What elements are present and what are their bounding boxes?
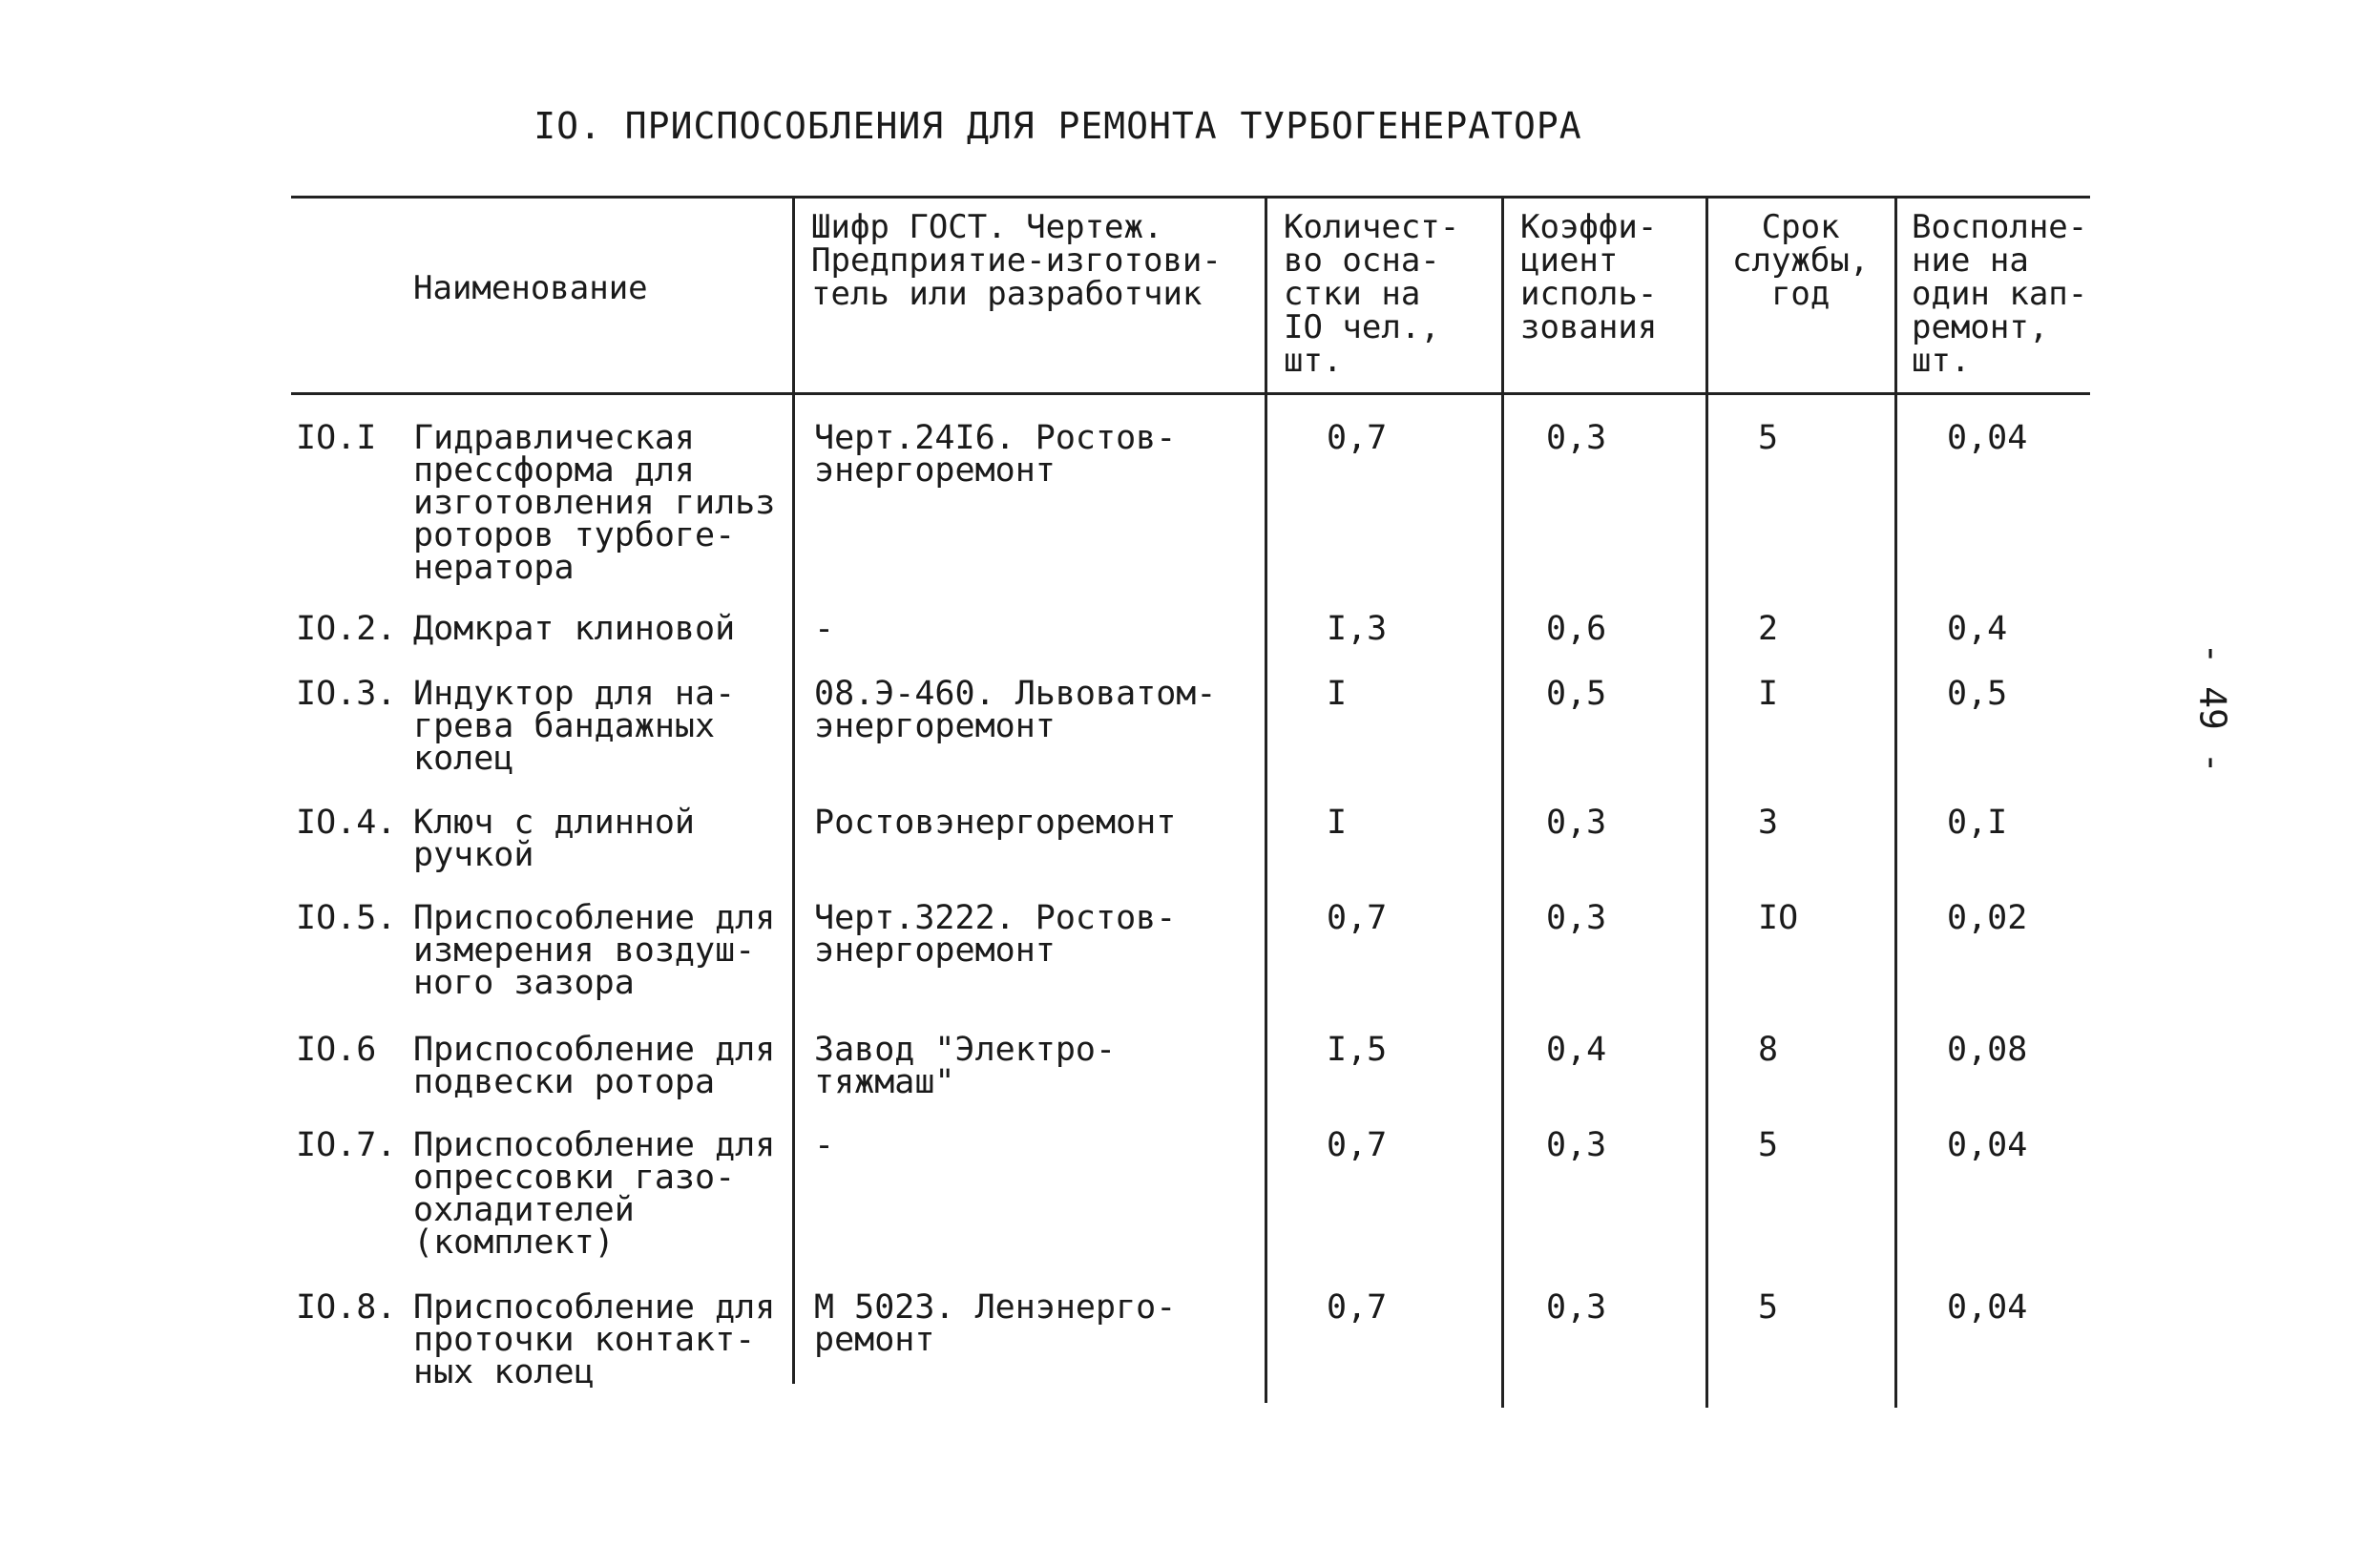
cell-name: Приспособление для опрессовки газо- охладителей (комплект) xyxy=(413,1126,776,1262)
cell-coef: 0,5 xyxy=(1546,675,1607,713)
cell-life: 5 xyxy=(1758,419,1779,457)
cell-num: IO.8. xyxy=(296,1288,397,1327)
cell-repl: 0,08 xyxy=(1947,1031,2028,1069)
column-divider xyxy=(1501,196,1504,1408)
cell-code: М 5023. Ленэнерго- ремонт xyxy=(814,1288,1177,1359)
cell-num: IO.2. xyxy=(296,610,397,648)
table-header-rule xyxy=(291,392,2090,395)
header-code: Шифр ГОСТ. Чертеж. Предприятие-изготови- тель или разработчик xyxy=(811,208,1222,313)
cell-repl: 0,I xyxy=(1947,804,2008,842)
cell-qty: I,5 xyxy=(1327,1031,1388,1069)
cell-code: Черт.24I6. Ростов- энергоремонт xyxy=(814,419,1177,490)
cell-name: Ключ с длинной ручкой xyxy=(413,804,696,874)
cell-repl: 0,5 xyxy=(1947,675,2008,713)
cell-life: 5 xyxy=(1758,1288,1779,1327)
cell-code: - xyxy=(814,610,835,648)
cell-coef: 0,3 xyxy=(1546,419,1607,457)
cell-qty: I xyxy=(1327,804,1348,842)
cell-qty: 0,7 xyxy=(1327,1288,1388,1327)
page-title: IO. ПРИСПОСОБЛЕНИЯ ДЛЯ РЕМОНТА ТУРБОГЕНЕРАТОРА xyxy=(533,105,1582,147)
cell-name: Приспособление для подвески ротора xyxy=(413,1031,776,1101)
cell-name: Приспособление для проточки контакт- ных колец xyxy=(413,1288,776,1391)
table-top-rule xyxy=(291,196,2090,199)
cell-code: - xyxy=(814,1126,835,1164)
cell-code: Ростовэнергоремонт xyxy=(814,804,1177,842)
cell-num: IO.I xyxy=(296,419,377,457)
cell-life: 3 xyxy=(1758,804,1779,842)
cell-qty: 0,7 xyxy=(1327,1126,1388,1164)
header-coef: Коэффи- циент исполь- зования xyxy=(1520,208,1658,346)
cell-coef: 0,3 xyxy=(1546,899,1607,937)
page-number: - 49 - xyxy=(2191,642,2234,774)
cell-repl: 0,04 xyxy=(1947,1126,2028,1164)
cell-coef: 0,3 xyxy=(1546,1126,1607,1164)
cell-repl: 0,02 xyxy=(1947,899,2028,937)
cell-num: IO.5. xyxy=(296,899,397,937)
column-divider xyxy=(1265,196,1267,1403)
column-divider xyxy=(1894,196,1897,1408)
column-divider xyxy=(1705,196,1708,1408)
cell-coef: 0,3 xyxy=(1546,804,1607,842)
cell-code: 08.Э-460. Львоватом- энергоремонт xyxy=(814,675,1217,745)
cell-code: Завод "Электро- тяжмаш" xyxy=(814,1031,1117,1101)
cell-life: 8 xyxy=(1758,1031,1779,1069)
header-life: Срок службы, год xyxy=(1732,208,1870,313)
cell-name: Приспособление для измерения воздуш- ного зазора xyxy=(413,899,776,1002)
cell-qty: I xyxy=(1327,675,1348,713)
cell-num: IO.4. xyxy=(296,804,397,842)
cell-repl: 0,04 xyxy=(1947,419,2028,457)
cell-qty: I,3 xyxy=(1327,610,1388,648)
cell-qty: 0,7 xyxy=(1327,419,1388,457)
cell-coef: 0,4 xyxy=(1546,1031,1607,1069)
cell-coef: 0,6 xyxy=(1546,610,1607,648)
header-repl: Восполне- ние на один кап- ремонт, шт. xyxy=(1912,208,2088,380)
tooling-table xyxy=(291,196,2090,1408)
cell-num: IO.6 xyxy=(296,1031,377,1069)
cell-name: Индуктор для на- грева бандажных колец xyxy=(413,675,736,778)
cell-coef: 0,3 xyxy=(1546,1288,1607,1327)
cell-qty: 0,7 xyxy=(1327,899,1388,937)
cell-life: I xyxy=(1758,675,1779,713)
cell-num: IO.7. xyxy=(296,1126,397,1164)
cell-life: 2 xyxy=(1758,610,1779,648)
cell-code: Черт.3222. Ростов- энергоремонт xyxy=(814,899,1177,970)
cell-life: IO xyxy=(1758,899,1799,937)
cell-name: Домкрат клиновой xyxy=(413,610,736,648)
cell-repl: 0,04 xyxy=(1947,1288,2028,1327)
header-qty: Количест- во осна- стки на IO чел., шт. xyxy=(1284,208,1460,380)
cell-life: 5 xyxy=(1758,1126,1779,1164)
cell-repl: 0,4 xyxy=(1947,610,2008,648)
column-divider xyxy=(792,196,795,1384)
cell-name: Гидравлическая прессформа для изготовления гильз роторов турбоге- нератора xyxy=(413,419,776,587)
cell-num: IO.3. xyxy=(296,675,397,713)
header-name: Наименование xyxy=(413,269,648,307)
